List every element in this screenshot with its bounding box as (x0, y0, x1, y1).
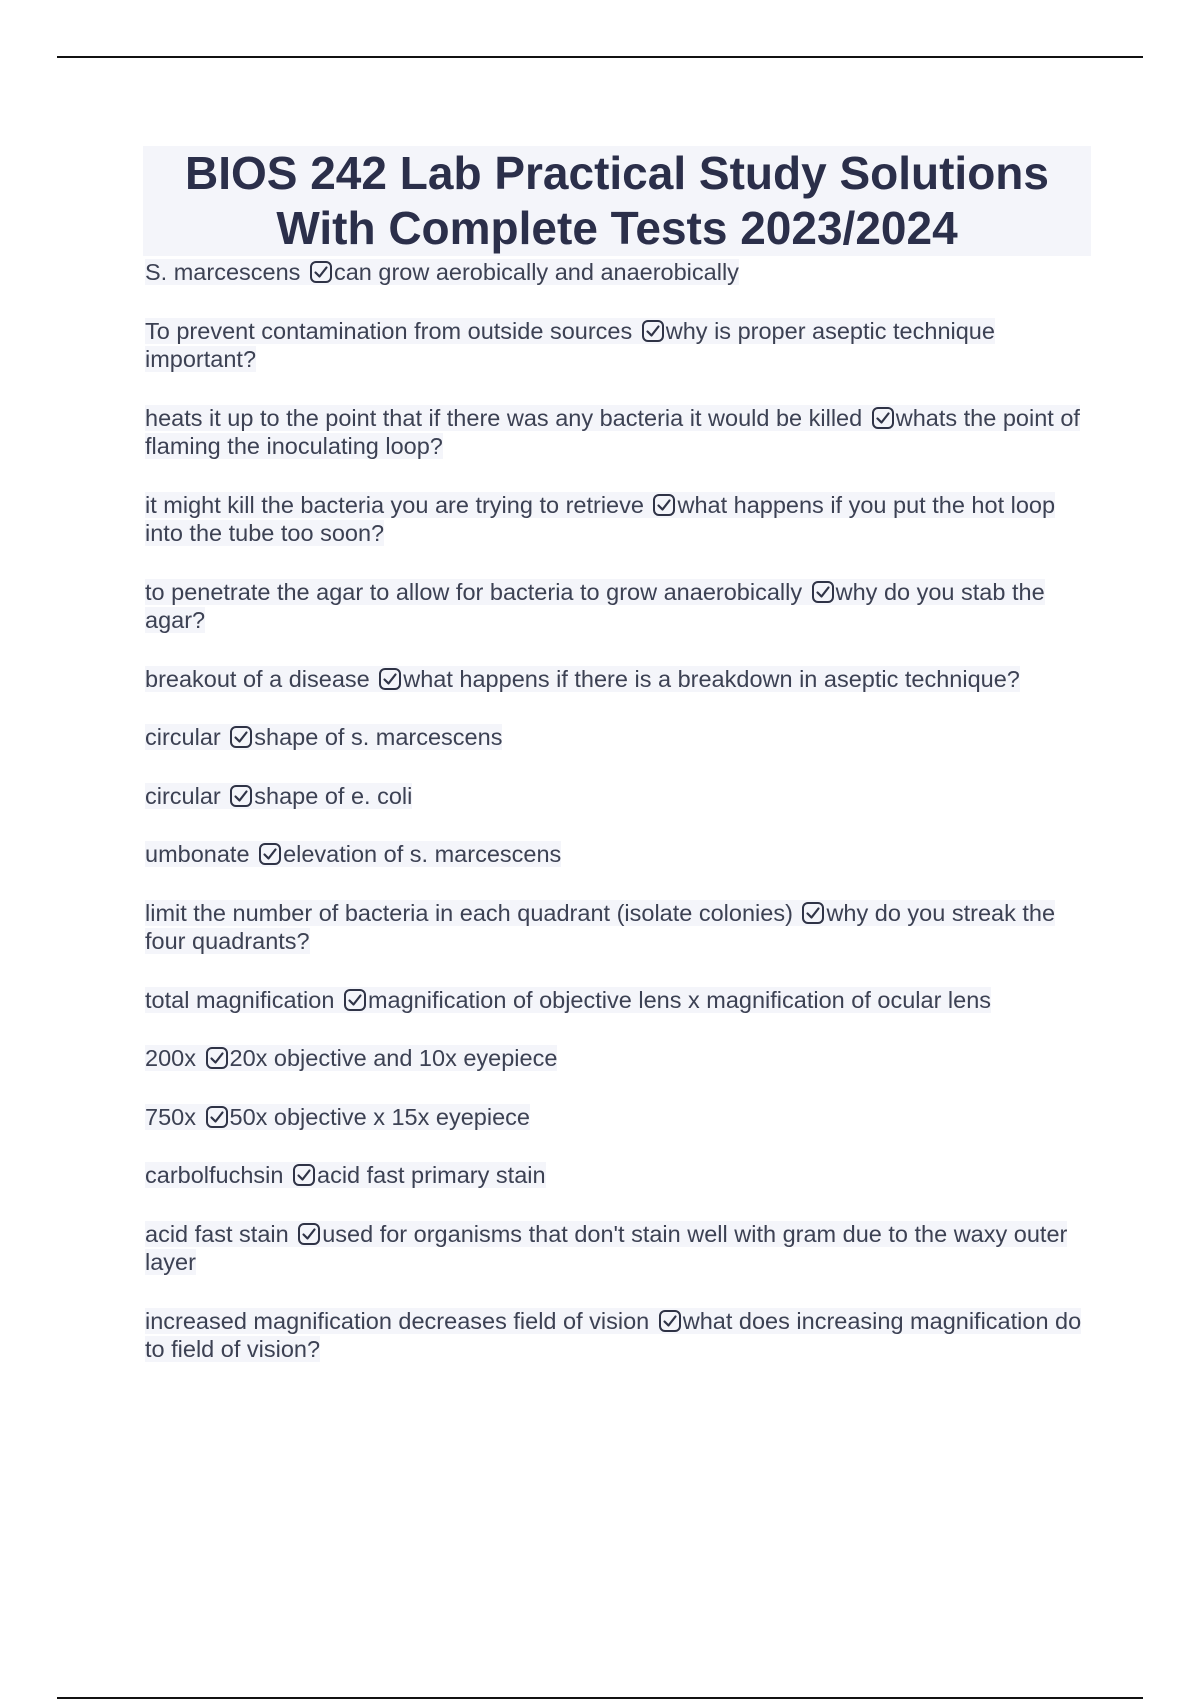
qa-text (145, 724, 502, 750)
qa-item (145, 1161, 1095, 1190)
qa-definition: acid fast primary stain (317, 1162, 546, 1188)
qa-text (145, 900, 1055, 955)
header-rule (57, 56, 1143, 58)
qa-definition: used for organisms that don't stain well with gram due to the waxy outer layer (145, 1220, 1068, 1275)
qa-definition: shape of e. coli (254, 782, 413, 809)
checkbox-check-icon (258, 842, 282, 866)
qa-term: to penetrate the agar to allow for bacteria to grow anaerobically (145, 578, 809, 605)
qa-text (145, 405, 1080, 460)
qa-list (145, 258, 1095, 1394)
qa-item (145, 578, 1095, 635)
qa-text (145, 318, 995, 373)
checkbox-check-icon (229, 725, 253, 749)
qa-term: it might kill the bacteria you are trying to retrieve (145, 491, 651, 518)
checkbox-check-icon (343, 988, 367, 1012)
qa-text (145, 259, 739, 285)
footer-rule (57, 1697, 1143, 1699)
qa-text (145, 666, 1020, 692)
qa-item (145, 986, 1095, 1015)
qa-definition: elevation of s. marcescens (283, 841, 562, 867)
qa-term: carbolfuchsin (145, 1162, 290, 1188)
qa-term: circular (145, 724, 228, 750)
qa-definition: why do you streak the four quadrants? (145, 899, 1056, 954)
qa-text (145, 579, 1045, 634)
qa-item (145, 1220, 1095, 1277)
qa-item (145, 1103, 1095, 1132)
qa-term: breakout of a disease (145, 665, 377, 692)
qa-definition: why do you stab the agar? (145, 578, 1045, 633)
checkbox-check-icon (292, 1163, 316, 1187)
checkbox-check-icon (641, 319, 665, 343)
qa-definition: what happens if you put the hot loop into the tube too soon? (145, 491, 1056, 546)
checkbox-check-icon (229, 784, 253, 808)
qa-item (145, 258, 1095, 287)
qa-term: 750x (145, 1103, 203, 1130)
qa-item (145, 317, 1095, 374)
qa-item (145, 782, 1095, 811)
qa-definition: can grow aerobically and anaerobically (333, 259, 739, 285)
qa-text (145, 841, 561, 867)
qa-term: umbonate (145, 841, 257, 867)
qa-item (145, 1307, 1095, 1364)
qa-text (145, 1104, 530, 1130)
qa-definition: shape of s. marcescens (254, 724, 503, 750)
qa-term: To prevent contamination from outside sources (145, 317, 639, 344)
qa-term: heats it up to the point that if there was any bacteria it would be killed (145, 404, 869, 431)
checkbox-check-icon (811, 580, 835, 604)
qa-item (145, 723, 1095, 752)
checkbox-check-icon (309, 260, 333, 284)
qa-term: increased magnification decreases field of vision (145, 1307, 656, 1334)
checkbox-check-icon (205, 1046, 229, 1070)
qa-definition: magnification of objective lens x magnification of ocular lens (367, 986, 992, 1013)
qa-definition: what happens if there is a breakdown in aseptic technique? (403, 665, 1020, 692)
checkbox-check-icon (297, 1222, 321, 1246)
qa-term: acid fast stain (145, 1220, 296, 1247)
title-line-2: With Complete Tests 2023/2024 (276, 202, 958, 254)
qa-definition: whats the point of flaming the inoculating loop? (145, 404, 1080, 459)
qa-text (145, 987, 991, 1013)
qa-item (145, 899, 1095, 956)
qa-item (145, 1044, 1095, 1073)
checkbox-check-icon (378, 667, 402, 691)
qa-definition: 20x objective and 10x eyepiece (229, 1045, 558, 1071)
qa-text (145, 783, 412, 809)
checkbox-check-icon (801, 901, 825, 925)
qa-term: circular (145, 782, 228, 809)
checkbox-check-icon (205, 1105, 229, 1129)
qa-text (145, 1162, 546, 1188)
qa-item (145, 840, 1095, 869)
document-title (143, 146, 1091, 256)
qa-term: limit the number of bacteria in each quadrant (isolate colonies) (145, 899, 800, 926)
title-line-1: BIOS 242 Lab Practical Study Solutions (184, 147, 1049, 199)
qa-term: total magnification (145, 986, 341, 1013)
qa-definition: what does increasing magnification do to field of vision? (145, 1307, 1082, 1362)
qa-term: 200x (145, 1045, 203, 1071)
qa-item (145, 404, 1095, 461)
checkbox-check-icon (871, 406, 895, 430)
qa-term: S. marcescens (145, 259, 307, 285)
qa-definition: 50x objective x 15x eyepiece (229, 1103, 530, 1130)
checkbox-check-icon (658, 1309, 682, 1333)
qa-item (145, 491, 1095, 548)
qa-text (145, 492, 1055, 547)
checkbox-check-icon (652, 493, 676, 517)
qa-text (145, 1221, 1067, 1276)
qa-item (145, 665, 1095, 694)
qa-text (145, 1045, 557, 1071)
qa-text (145, 1308, 1081, 1363)
qa-definition: why is proper aseptic technique important? (145, 317, 995, 372)
